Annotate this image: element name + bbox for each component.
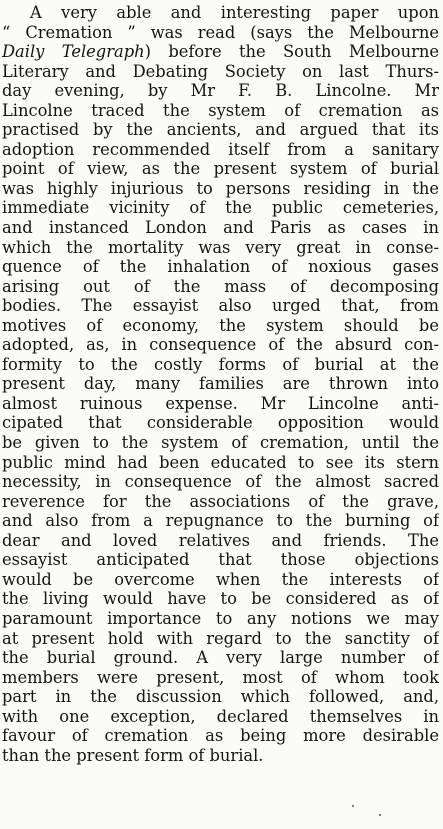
article-line: and also from a repugnance to the burning of xyxy=(2,511,439,531)
article-line: part in the discussion which followed, and, xyxy=(2,687,439,707)
article-line: members were present, most of whom took xyxy=(2,667,439,687)
article-line: formity to the costly forms of burial at the xyxy=(2,354,439,374)
article-line: necessity, in consequence of the almost sacred xyxy=(2,472,439,492)
article-line: Lincolne traced the system of cremation as xyxy=(2,100,439,120)
article-line: be given to the system of cremation, until the xyxy=(2,433,439,453)
article-line: A very able and interesting paper upon xyxy=(30,3,439,22)
article-line: essayist anticipated that those objections xyxy=(2,550,439,570)
article-line: and instanced London and Paris as cases in xyxy=(2,218,439,238)
article-line: which the mortality was very great in conse- xyxy=(2,237,439,257)
article-line: day evening, by Mr F. B. Lincolne. Mr xyxy=(2,81,439,101)
article-line: favour of cremation as being more desirable xyxy=(2,726,439,746)
article-line: paramount importance to any notions we may xyxy=(2,608,439,628)
print-speck xyxy=(379,814,381,816)
article-line: immediate vicinity of the public cemeteries, xyxy=(2,198,439,218)
print-speck xyxy=(352,805,354,807)
article-line: almost ruinous expense. Mr Lincolne anti- xyxy=(2,393,439,413)
article-line: public mind had been educated to see its stern xyxy=(2,452,439,472)
article-line: bodies. The essayist also urged that, from xyxy=(2,296,439,316)
article-line xyxy=(2,42,439,62)
article-line: practised by the ancients, and argued that its xyxy=(2,120,439,140)
article-line: would be overcome when the interests of xyxy=(2,569,439,589)
newspaper-title: Daily Telegraph xyxy=(2,42,145,62)
article-line: with one exception, declared themselves in xyxy=(2,706,439,726)
article-line: at present hold with regard to the sanctity of xyxy=(2,628,439,648)
article-line: arising out of the mass of decomposing xyxy=(2,276,439,296)
article-line: point of view, as the present system of burial xyxy=(2,159,439,179)
article-line: Literary and Debating Society on last Thurs- xyxy=(2,61,439,81)
article-line: the burial ground. A very large number of xyxy=(2,648,439,668)
article-line: than the present form of burial. xyxy=(2,745,264,765)
article-line: the living would have to be considered as of xyxy=(2,589,439,609)
article-line: cipated that considerable opposition would xyxy=(2,413,439,433)
article-line: quence of the inhalation of noxious gases xyxy=(2,257,439,277)
article-line: motives of economy, the system should be xyxy=(2,315,439,335)
article-line: adoption recommended itself from a sanitary xyxy=(2,139,439,159)
article-line: “ Cremation ” was read (says the Melbourne xyxy=(2,22,439,42)
article-line-text: ) before the South Melbourne xyxy=(144,42,439,62)
article-line: adopted, as, in consequence of the absurd con- xyxy=(2,335,439,355)
article-line: present day, many families are thrown into xyxy=(2,374,439,394)
article-line: dear and loved relatives and friends. The xyxy=(2,530,439,550)
article-line: was highly injurious to persons residing in the xyxy=(2,178,439,198)
article-line: reverence for the associations of the grave, xyxy=(2,491,439,511)
